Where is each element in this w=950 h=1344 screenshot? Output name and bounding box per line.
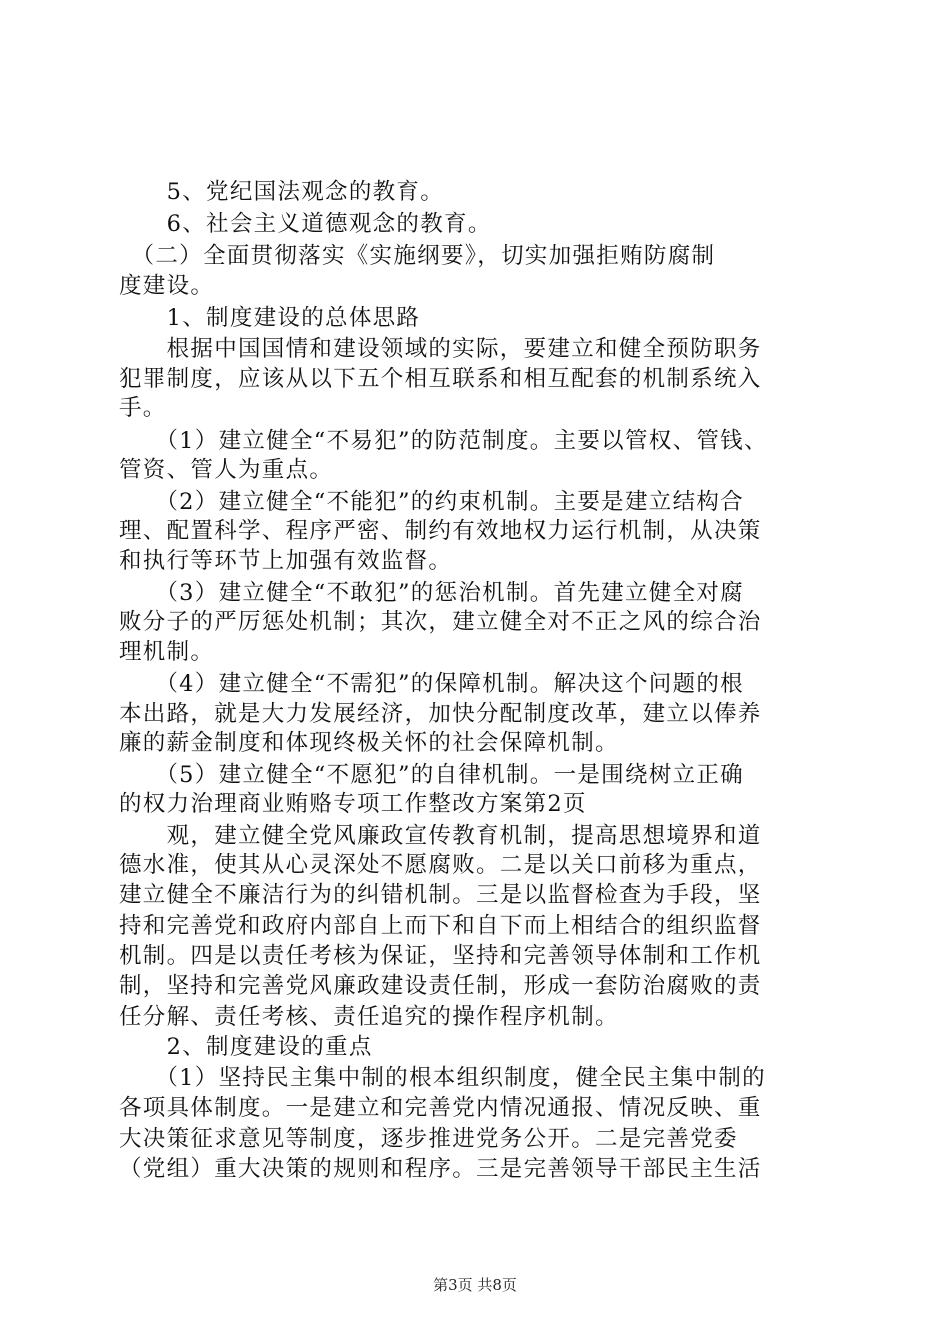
text-line: 制，坚持和完善党风廉政建设责任制，形成一套防治腐败的责 bbox=[119, 973, 762, 999]
text-line: 各项具体制度。一是建立和完善党内情况通报、情况反映、重 bbox=[119, 1095, 762, 1121]
text-line: 理机制。 bbox=[119, 639, 215, 665]
text-line: 大决策征求意见等制度，逐步推进党务公开。二是完善党委 bbox=[119, 1126, 738, 1152]
text-line: 持和完善党和政府内部自上而下和自下而上相结合的组织监督 bbox=[119, 913, 762, 939]
text-line: （4）建立健全“不需犯”的保障机制。解决这个问题的根 bbox=[119, 671, 744, 697]
text-line: 理、配置科学、程序严密、制约有效地权力运行机制，从决策 bbox=[119, 518, 762, 544]
text-line: （5）建立健全“不愿犯”的自律机制。一是围绕树立正确 bbox=[119, 762, 744, 788]
text-line: （3）建立健全“不敢犯”的惩治机制。首先建立健全对腐 bbox=[119, 580, 744, 606]
text-line: 的权力治理商业贿赂专项工作整改方案第2页 bbox=[119, 791, 587, 817]
text-line: 手。 bbox=[119, 395, 167, 421]
text-line: 2、制度建设的重点 bbox=[119, 1034, 373, 1060]
text-line: （党组）重大决策的规则和程序。三是完善领导干部民主生活 bbox=[119, 1156, 762, 1182]
text-line: 犯罪制度，应该从以下五个相互联系和相互配套的机制系统入 bbox=[119, 366, 762, 392]
page-footer: 第3页 共8页 bbox=[433, 1276, 517, 1294]
text-line: 败分子的严厉惩处机制；其次，建立健全对不正之风的综合治 bbox=[119, 609, 762, 635]
text-line: （2）建立健全“不能犯”的约束机制。主要是建立结构合 bbox=[119, 489, 744, 515]
text-line: 观，建立健全党风廉政宣传教育机制，提高思想境界和道 bbox=[119, 823, 762, 849]
text-line: 建立健全不廉洁行为的纠错机制。三是以监督检查为手段，坚 bbox=[119, 882, 762, 908]
text-line: （1）坚持民主集中制的根本组织制度，健全民主集中制的 bbox=[119, 1065, 766, 1091]
text-line: 德水准，使其从心灵深处不愿腐败。二是以关口前移为重点， bbox=[119, 852, 762, 878]
text-line: 任分解、责任考核、责任追究的操作程序机制。 bbox=[119, 1004, 619, 1030]
text-line: 廉的薪金制度和体现终极关怀的社会保障机制。 bbox=[119, 730, 619, 756]
text-line: 1、制度建设的总体思路 bbox=[119, 305, 421, 331]
text-line: 根据中国国情和建设领域的实际，要建立和健全预防职务 bbox=[119, 336, 762, 362]
text-line: 5、党纪国法观念的教育。 bbox=[119, 179, 445, 205]
text-line: 机制。四是以责任考核为保证，坚持和完善领导体制和工作机 bbox=[119, 943, 762, 969]
text-line: 和执行等环节上加强有效监督。 bbox=[119, 548, 453, 574]
text-line: （二）全面贯彻落实《实施纲要》，切实加强拒贿防腐制 bbox=[119, 243, 716, 269]
text-line: 本出路，就是大力发展经济，加快分配制度改革，建立以俸养 bbox=[119, 701, 762, 727]
text-line: 6、社会主义道德观念的教育。 bbox=[119, 211, 492, 237]
text-line: 管资、管人为重点。 bbox=[119, 457, 334, 483]
text-line: 度建设。 bbox=[119, 273, 215, 299]
text-line: （1）建立健全“不易犯”的防范制度。主要以管权、管钱、 bbox=[119, 428, 768, 454]
